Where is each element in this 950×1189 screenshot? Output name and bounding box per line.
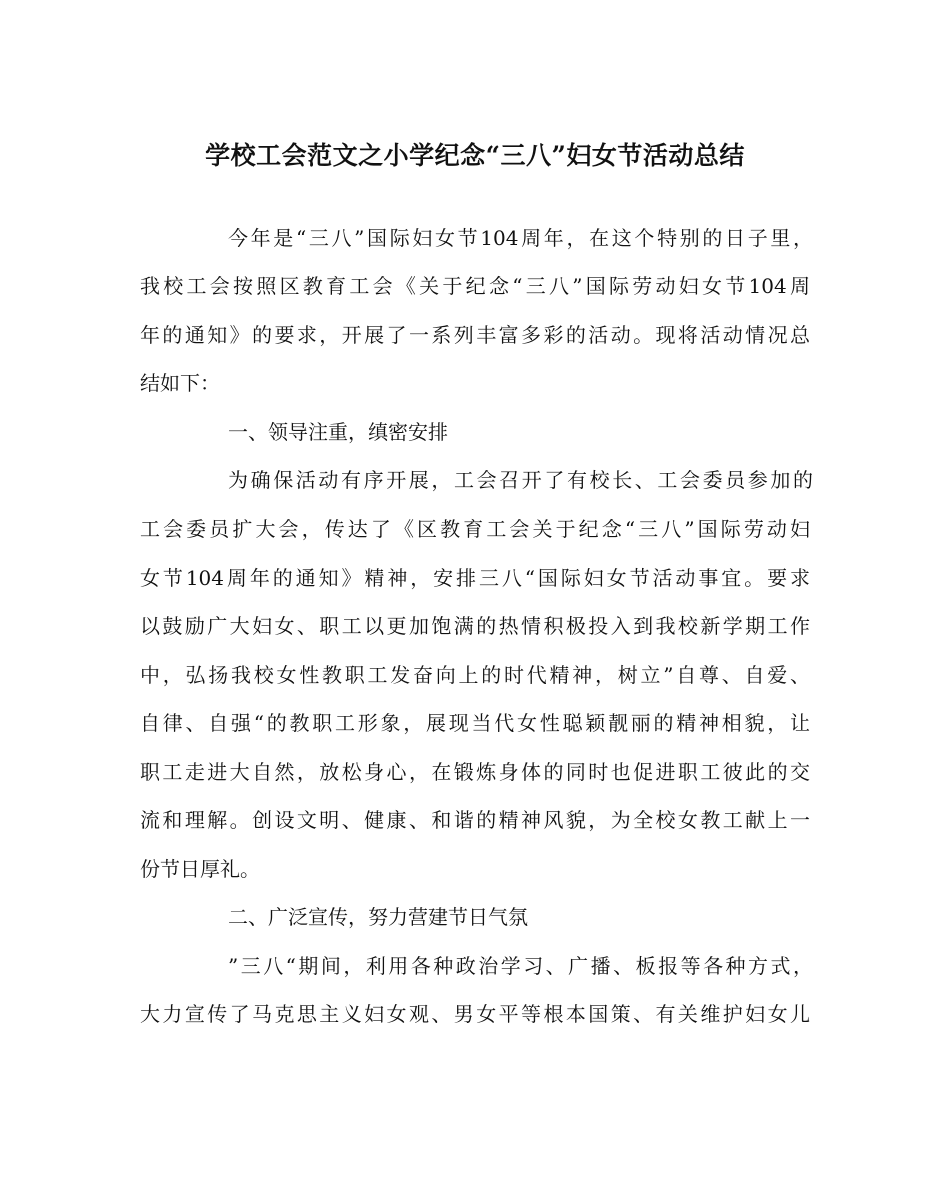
paragraph-line: 份节日厚礼。 [140,857,260,881]
paragraph-line: 女节104周年的通知》精神，安排三八“国际妇女节活动事宜。要求 [140,566,810,590]
paragraph-line: ”三八“期间，利用各种政治学习、广播、板报等各种方式， [228,954,813,978]
paragraph-line: 大力宣传了马克思主义妇女观、男女平等根本国策、有关维护妇女儿 [140,1002,810,1026]
paragraph-line: 自律、自强“的教职工形象，展现当代女性聪颖靓丽的精神相貌，让 [140,711,810,735]
paragraph-line: 以鼓励广大妇女、职工以更加饱满的热情积极投入到我校新学期工作 [140,614,810,638]
paragraph-line: 工会委员扩大会，传达了《区教育工会关于纪念“三八”国际劳动妇 [140,517,810,541]
paragraph-line: 结如下： [140,371,220,395]
paragraph-line: 我校工会按照区教育工会《关于纪念“三八”国际劳动妇女节104周 [140,274,810,298]
paragraph-line: 流和理解。创设文明、健康、和谐的精神风貌，为全校女教工献上一 [140,808,810,832]
paragraph-line: 中，弘扬我校女性教职工发奋向上的时代精神，树立”自尊、自爱、 [140,663,810,687]
paragraph-line: 年的通知》的要求，开展了一系列丰富多彩的活动。现将活动情况总 [140,323,810,347]
paragraph-line: 今年是“三八”国际妇女节104周年，在这个特别的日子里， [228,226,813,250]
document-title: 学校工会范文之小学纪念“三八”妇女节活动总结 [205,141,745,170]
section-heading: 一、领导注重，缜密安排 [228,420,448,444]
paragraph-line: 职工走进大自然，放松身心，在锻炼身体的同时也促进职工彼此的交 [140,760,810,784]
section-heading: 二、广泛宣传，努力营建节日气氛 [228,905,528,929]
paragraph-line: 为确保活动有序开展，工会召开了有校长、工会委员参加的 [228,468,813,492]
